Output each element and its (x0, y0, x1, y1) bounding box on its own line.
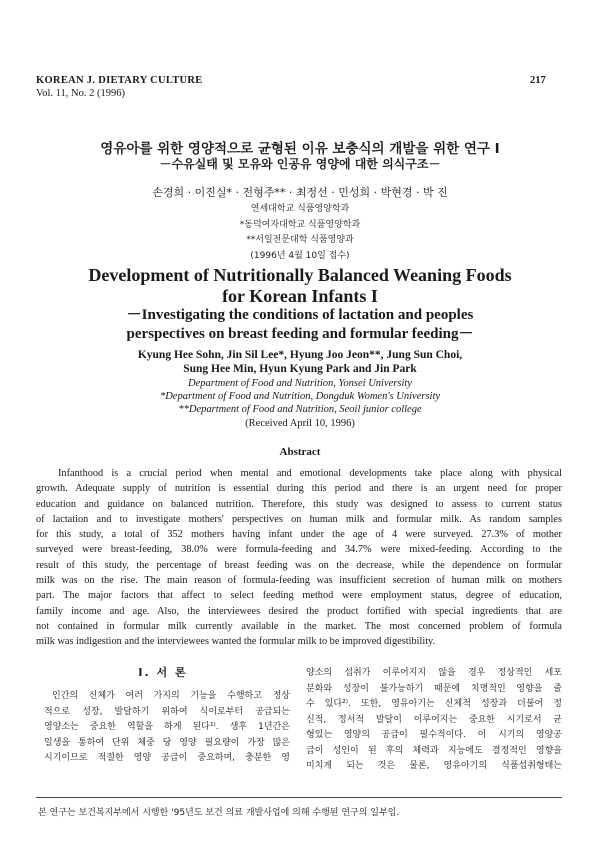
intro-right-column (306, 666, 562, 775)
abstract-line: part. The major factors that affect to select feeding method were employment status, degree of education, (36, 590, 562, 602)
english-title-line-1: Development of Nutritionally Balanced Weaning Foods (88, 265, 512, 285)
abstract-line: for this study, a total of 352 mothers having infant under the age of 4 were surveyed. 27.3% of mother (36, 529, 562, 541)
abstract-line: milk was indigestion and the interviewees wanted the formular milk to be improved digestibility. (36, 636, 436, 648)
korean-affiliation-3: **서일전문대학 식품영양과 (246, 235, 354, 245)
korean-subtitle: －수유실태 및 모유와 인공유 영양에 대한 의식구조－ (159, 157, 441, 171)
intro-line: 신적, 정서적 발달이 이루어지는 중요한 시기로서 균 (306, 714, 562, 725)
korean-authors: 손경희 · 이진실* · 전형주** · 최정선 · 민성희 · 박현경 · 박 진 (152, 186, 448, 199)
abstract-line: surveyed were breast-feeding, 38.0% were formula-feeding and 34.7% were mixed-feeding. According to the (36, 544, 562, 556)
abstract-line: milk was on the rise. The main reason of formula-feeding was insufficient secretion of human milk on mothers (36, 575, 562, 587)
intro-line: 급이 성인이 된 후의 체력과 지능에도 결정적인 영향을 (306, 745, 562, 756)
abstract-line: growth. Adequate supply of nutrition is essential during this period and there is an urgent need for proper (36, 483, 562, 495)
korean-affiliation-2: *동덕여자대학교 식품영양학과 (239, 220, 361, 230)
intro-line: 인간의 신체가 여러 가지의 기능을 수행하고 정상 (52, 691, 290, 701)
abstract-line: result of this study, the percentage of breast feeding was on the decrease, while the dependence on formular (36, 559, 562, 571)
english-subtitle-line-1: －Investigating the conditions of lactation and peoples (126, 307, 474, 323)
intro-line: 분화와 성장이 불가능하기 때문에 치명적인 영향을 줄 (306, 683, 562, 694)
abstract-body (36, 466, 562, 650)
english-affiliation-1: Department of Food and Nutrition, Yonsei University (188, 378, 412, 389)
abstract-line: not contained in formular milk currently available in the market. The most concerned problem of formula (36, 620, 562, 632)
abstract-line: of lactation and to investigate mothers' perspectives on human milk and formular milk. As random samples (36, 513, 562, 525)
english-affiliation-3: **Department of Food and Nutrition, Seoil junior college (178, 404, 422, 415)
abstract-heading: Abstract (279, 446, 321, 458)
footnote: 본 연구는 보건복지부에서 시행한 '95년도 보건 의료 개발사업에 의해 수행된 연구의 일부임. (38, 808, 400, 818)
english-subtitle (40, 306, 560, 344)
intro-left-column (44, 689, 290, 767)
korean-title: 영유아를 위한 영양적으로 균형된 이유 보충식의 개발을 위한 연구 I (100, 141, 500, 157)
abstract-line: Infanthood is a crucial period when mental and emotional developments take place along with physical (58, 468, 562, 479)
english-authors-line-1: Kyung Hee Sohn, Jin Sil Lee*, Hyung Joo Jeon**, Jung Sun Choi, (137, 349, 463, 361)
page-number: 217 (530, 75, 546, 86)
section-heading-introduction: I. 서 론 (138, 666, 188, 679)
english-authors (40, 348, 560, 376)
abstract-line: family income and age. Also, the interviewees desired the product fortified with special ingredients that are (36, 605, 562, 617)
intro-line: 적으로 성장, 발달하기 위하여 식이로부터 공급되는 (44, 706, 290, 717)
english-affiliation-2: *Department of Food and Nutrition, Dongduk Women's University (159, 391, 441, 402)
journal-volume: Vol. 11, No. 2 (1996) (36, 88, 125, 99)
english-authors-line-2: Sung Hee Min, Hyun Kyung Park and Jin Park (183, 363, 417, 375)
abstract-line: education and guidance on balanced nutrition. Therefore, this study was designed to assess to current status (36, 498, 562, 510)
intro-line: 시기이므로 적절한 영양 공급이 중요하며, 충분한 영 (44, 753, 290, 763)
intro-line: 일생을 통하여 단위 체중 당 영양 필요량이 가장 많은 (44, 737, 290, 748)
korean-received-date: (1996년 4월 10일 접수) (250, 251, 350, 261)
footnote-divider (36, 797, 562, 798)
intro-line: 미치게 되는 것은 물론, 영유아기의 식품섭취형태는 (306, 761, 562, 771)
english-subtitle-line-2: perspectives on breast feeding and formular feeding－ (126, 326, 474, 342)
english-title (40, 265, 560, 307)
english-received-date: (Received April 10, 1996) (245, 418, 355, 429)
intro-line: 양소의 섭취가 이루어지지 않을 경우 정상적인 세포 (306, 668, 562, 678)
intro-line: 영양소는 중요한 역할을 하게 된다¹⁾. 생후 1년간은 (44, 722, 290, 732)
intro-line: 수 있다²⁾. 또한, 영유아기는 신체적 성장과 더불어 정 (306, 699, 562, 709)
journal-name: KOREAN J. DIETARY CULTURE (36, 75, 203, 86)
korean-affiliation-1: 연세대학교 식품영양학과 (250, 204, 350, 214)
english-title-line-2: for Korean Infants I (222, 286, 378, 306)
intro-line: 형있는 영양의 공급이 필수적이다. 이 시기의 영양공 (306, 730, 562, 740)
